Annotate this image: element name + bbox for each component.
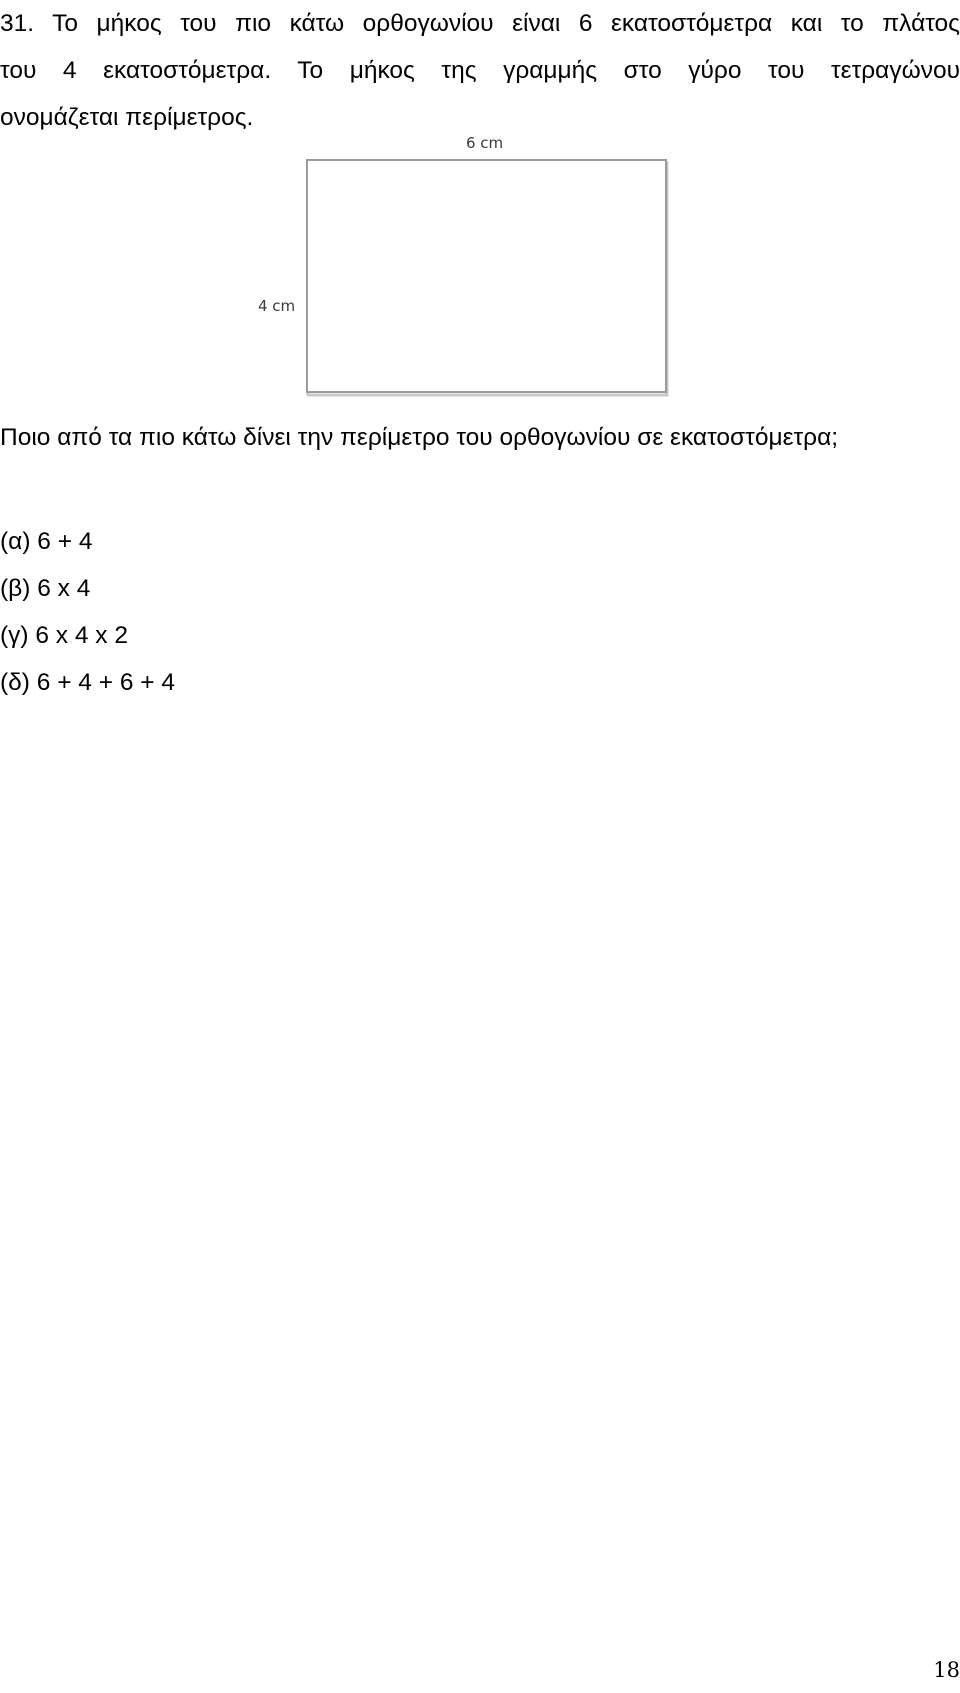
problem-intro: [0, 0, 960, 141]
page-number: 18: [933, 1658, 960, 1682]
intro-line: του 4 εκατοστόμετρα. Το μήκος της γραμμής στο γύρο του τετραγώνου: [0, 57, 960, 84]
option-b: (β) 6 x 4: [0, 575, 91, 602]
rectangle-shadow: [308, 163, 667, 395]
length-label: 6 cm: [466, 134, 504, 152]
intro-line: ονομάζεται περίμετρος.: [0, 104, 254, 131]
option-a: (α) 6 + 4: [0, 528, 93, 555]
width-label: 4 cm: [258, 297, 296, 315]
rectangle: [307, 160, 666, 392]
option-d: (δ) 6 + 4 + 6 + 4: [0, 669, 176, 696]
question-text: Ποιο από τα πιο κάτω δίνει την περίμετρο του ορθογωνίου σε εκατοστόμετρα;: [0, 424, 839, 451]
answer-options: [0, 518, 175, 706]
intro-line: 31. Το μήκος του πιο κάτω ορθογωνίου είναι 6 εκατοστόμετρα και το πλάτος: [0, 10, 960, 37]
option-c: (γ) 6 x 4 x 2: [0, 622, 128, 649]
